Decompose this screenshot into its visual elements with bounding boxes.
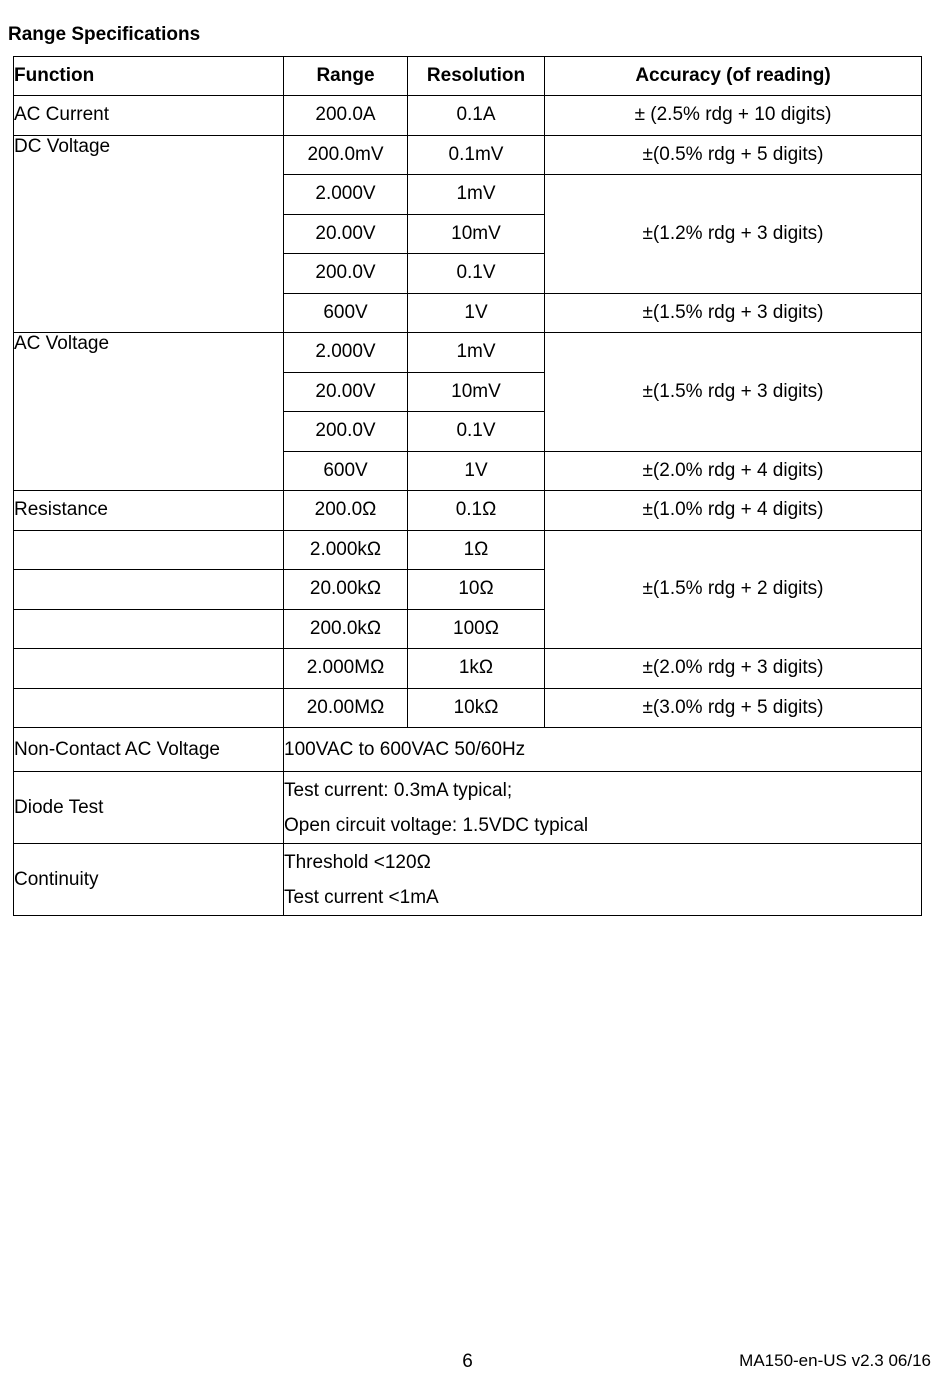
table-row	[14, 333, 922, 373]
range-specifications-table	[13, 56, 922, 916]
spec-line: Test current <1mA	[284, 886, 439, 908]
range-cell: 200.0mV	[284, 135, 408, 175]
table-row	[14, 135, 922, 175]
header-range: Range	[284, 57, 408, 96]
section-heading: Range Specifications	[8, 24, 201, 45]
resolution-cell: 100Ω	[408, 609, 545, 649]
range-cell: 200.0V	[284, 254, 408, 294]
accuracy-cell: ±(0.5% rdg + 5 digits)	[545, 135, 922, 175]
range-cell: 2.000kΩ	[284, 530, 408, 570]
header-function: Function	[14, 57, 284, 96]
accuracy-cell: ±(1.5% rdg + 3 digits)	[545, 293, 922, 333]
page-number: 6	[462, 1351, 473, 1372]
range-cell: 20.00V	[284, 372, 408, 412]
accuracy-cell: ±(2.0% rdg + 3 digits)	[545, 649, 922, 689]
table-row	[14, 96, 922, 136]
resolution-cell: 1V	[408, 451, 545, 491]
table-row	[14, 728, 922, 772]
function-cell: Continuity	[14, 844, 284, 916]
resolution-cell: 1mV	[408, 175, 545, 215]
resolution-cell: 0.1mV	[408, 135, 545, 175]
range-cell: 2.000MΩ	[284, 649, 408, 689]
function-cell-empty	[14, 649, 284, 689]
accuracy-cell: ±(1.2% rdg + 3 digits)	[545, 175, 922, 294]
header-resolution: Resolution	[408, 57, 545, 96]
table-row	[14, 688, 922, 728]
table-row	[14, 530, 922, 570]
table-row	[14, 772, 922, 844]
range-cell: 20.00kΩ	[284, 570, 408, 610]
spec-line: Test current: 0.3mA typical;	[284, 779, 513, 801]
function-cell: DC Voltage	[14, 135, 284, 333]
accuracy-cell: ±(1.5% rdg + 2 digits)	[545, 530, 922, 649]
range-cell: 200.0kΩ	[284, 609, 408, 649]
resolution-cell: 1kΩ	[408, 649, 545, 689]
resolution-cell: 0.1Ω	[408, 491, 545, 531]
function-cell-empty	[14, 530, 284, 570]
range-cell: 200.0A	[284, 96, 408, 136]
table-row	[14, 844, 922, 916]
spec-value-cell	[284, 844, 922, 916]
range-cell: 200.0V	[284, 412, 408, 452]
range-cell: 2.000V	[284, 175, 408, 215]
range-cell: 20.00V	[284, 214, 408, 254]
accuracy-cell: ± (2.5% rdg + 10 digits)	[545, 96, 922, 136]
function-cell: Diode Test	[14, 772, 284, 844]
function-cell-empty	[14, 609, 284, 649]
spec-value-cell	[284, 772, 922, 844]
accuracy-cell: ±(1.0% rdg + 4 digits)	[545, 491, 922, 531]
table-header-row	[14, 57, 922, 96]
range-cell: 20.00MΩ	[284, 688, 408, 728]
resolution-cell: 10mV	[408, 214, 545, 254]
spec-line: Open circuit voltage: 1.5VDC typical	[284, 814, 589, 836]
range-cell: 200.0Ω	[284, 491, 408, 531]
accuracy-cell: ±(1.5% rdg + 3 digits)	[545, 333, 922, 452]
document-id: MA150-en-US v2.3 06/16	[739, 1351, 931, 1370]
range-cell: 2.000V	[284, 333, 408, 373]
function-cell: AC Current	[14, 96, 284, 136]
table-row	[14, 649, 922, 689]
accuracy-cell: ±(3.0% rdg + 5 digits)	[545, 688, 922, 728]
resolution-cell: 10mV	[408, 372, 545, 412]
spec-value-cell: 100VAC to 600VAC 50/60Hz	[284, 728, 922, 772]
accuracy-cell: ±(2.0% rdg + 4 digits)	[545, 451, 922, 491]
resolution-cell: 0.1V	[408, 254, 545, 294]
resolution-cell: 0.1A	[408, 96, 545, 136]
resolution-cell: 1Ω	[408, 530, 545, 570]
resolution-cell: 1mV	[408, 333, 545, 373]
resolution-cell: 10Ω	[408, 570, 545, 610]
function-cell: Resistance	[14, 491, 284, 531]
header-accuracy: Accuracy (of reading)	[545, 57, 922, 96]
function-cell-empty	[14, 570, 284, 610]
table-row	[14, 491, 922, 531]
function-cell: AC Voltage	[14, 333, 284, 491]
resolution-cell: 1V	[408, 293, 545, 333]
range-cell: 600V	[284, 451, 408, 491]
spec-line: Threshold <120Ω	[284, 851, 431, 873]
resolution-cell: 10kΩ	[408, 688, 545, 728]
resolution-cell: 0.1V	[408, 412, 545, 452]
range-cell: 600V	[284, 293, 408, 333]
function-cell: Non-Contact AC Voltage	[14, 728, 284, 772]
function-cell-empty	[14, 688, 284, 728]
